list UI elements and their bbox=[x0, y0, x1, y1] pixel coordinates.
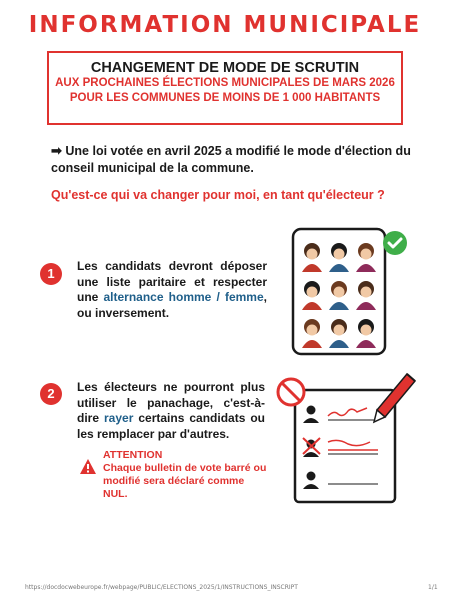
attention-title: ATTENTION bbox=[103, 449, 163, 461]
point-2-text: Les électeurs ne pourront plus utiliser le panachage, c'est-à-dire rayer certains candidats ou les remplacer par d'autres. bbox=[77, 380, 266, 441]
step-number-1: 1 bbox=[40, 263, 62, 285]
footer-url: https://docdocwebeurope.fr/webpage/PUBLIC/ELECTIONS_2025/1/INSTRUCTIONS_INSCRIPT bbox=[25, 584, 298, 591]
warning-triangle-icon bbox=[79, 458, 97, 475]
attention-note bbox=[103, 449, 268, 501]
question-heading: Qu'est-ce qui va changer pour moi, en tant qu'électeur ? bbox=[51, 188, 385, 202]
info-banner bbox=[47, 51, 403, 125]
page-title: INFORMATION MUNICIPALE bbox=[28, 12, 422, 38]
intro-paragraph bbox=[51, 142, 411, 177]
step-number-2: 2 bbox=[40, 383, 62, 405]
candidate-list-illustration bbox=[290, 224, 410, 359]
point-2-highlight: rayer bbox=[104, 411, 134, 425]
attention-text: Chaque bulletin de vote barré ou modifié sera déclaré comme NUL. bbox=[103, 462, 267, 500]
no-entry-icon bbox=[278, 379, 304, 405]
intro-text: Une loi votée en avril 2025 a modifié le mode d'élection du conseil municipal de la commune. bbox=[51, 144, 411, 175]
crossed-ballot-illustration bbox=[270, 370, 430, 510]
banner-subline-1: AUX PROCHAINES ÉLECTIONS MUNICIPALES DE MARS 2026 bbox=[55, 77, 395, 89]
page-number: 1/1 bbox=[428, 584, 438, 591]
arrow-right-icon: ➡ bbox=[51, 143, 62, 158]
point-1-highlight: alternance homme / femme bbox=[103, 290, 264, 304]
banner-heading: CHANGEMENT DE MODE DE SCRUTIN bbox=[90, 60, 360, 76]
banner-subline-2: POUR LES COMMUNES DE MOINS DE 1 000 HABITANTS bbox=[69, 92, 381, 104]
point-1-text: Les candidats devront déposer une liste paritaire et respecter une alternance homme / femme, ou inversement. bbox=[77, 259, 267, 320]
